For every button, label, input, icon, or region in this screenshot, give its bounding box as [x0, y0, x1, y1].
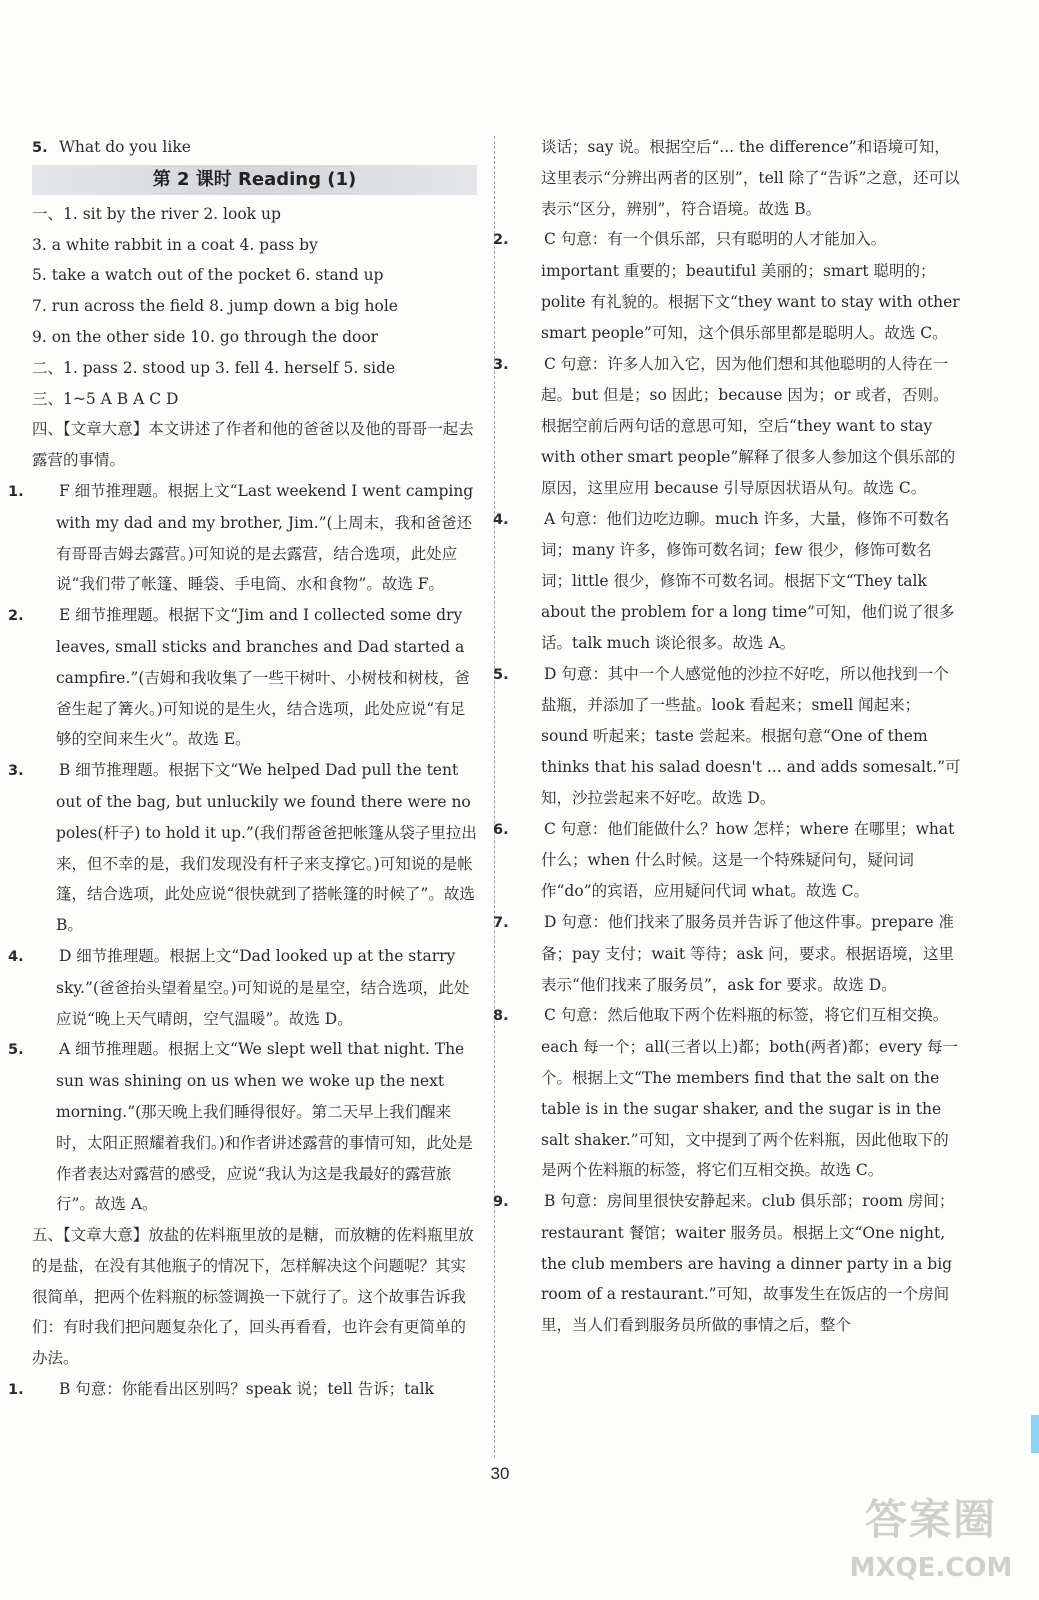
explanation-item: 5. A 细节推理题。根据上文“We slept well that night. The sun was shining on us when we woke up the next morning.”(那天晚上我们睡得很好。第二天早上我们醒来时，太阳正照耀着我们。)和作者讲述露营的事情可知，此处是作者表达对露营的感受，应说“我认为这是我最好的露营旅行”。故选 A。: [8, 1040, 473, 1214]
explanation-continued: 谈话；say 说。根据空后“... the difference”和语境可知，这里表示“分辨出两者的区别”，tell 除了“告诉”之意，还可以表示“区分，辨别”，符合语境。故选 B。: [541, 138, 960, 218]
answer-line: 5. take a watch out of the pocket 6. stand up: [32, 266, 384, 285]
right-column: [493, 132, 962, 1341]
left-column: [8, 132, 477, 1406]
explanation-item: 2. E 细节推理题。根据下文“Jim and I collected some dry leaves, small sticks and branches and Dad started a campfire.”(吉姆和我收集了一些干树叶、小树枝和树枝，爸爸生起了篝火。)可知说的是生火，结合选项，此处应说“有足够的空间来生火”。故选 E。: [8, 606, 470, 749]
page-number: 30: [490, 1464, 510, 1483]
explanation-item: 3. B 细节推理题。根据下文“We helped Dad pull the tent out of the bag, but unluckily we found there were no poles(杆子) to hold it up.”(我们帮爸爸把帐篷从袋子里拉出来，但不幸的是，我们发现没有杆子来支撑它。)可知说的是帐篷，结合选项，此处应说“很快就到了搭帐篷的时候了”。故选 B。: [8, 761, 477, 935]
answer-line: 5. What do you like: [32, 138, 191, 156]
explanation-item: 1. F 细节推理题。根据上文“Last weekend I went camping with my dad and my brother, Jim.”(上周末，我和爸爸还有哥哥吉姆去露营。)可知说的是去露营，结合选项，此处应说“我们带了帐篷、睡袋、手电筒、水和食物”。故选 F。: [8, 481, 474, 594]
answer-line: 9. on the other side 10. go through the door: [32, 327, 379, 346]
answer-line: 3. a white rabbit in a coat 4. pass by: [32, 235, 318, 254]
explanation-item: 8. C 句意：然后他取下两个佐料瓶的标签，将它们互相交换。each 每一个；all(三者以上)都；both(两者)都；every 每一个。根据上文“The members find that the salt on the table is in the sugar shaker, and the sugar is in the salt shaker.”可知，文中提到了两个佐料瓶，因此他取下的是两个佐料瓶的标签，将它们互相交换。故选 C。: [493, 1006, 959, 1180]
explanation-item: 9. B 句意：房间里很快安静起来。club 俱乐部；room 房间；restaurant 餐馆；waiter 服务员。根据上文“One night, the club members are having a dinner party in a big room of a restaurant.”可知，故事发生在饭店的一个房间里，当人们看到服务员所做的事情之后，整个: [493, 1192, 955, 1335]
watermark-url: MXQE.COM: [849, 1553, 1013, 1583]
explanation-item: 4. A 句意：他们边吃边聊。much 许多，大量，修饰不可数名词；many 许多，修饰可数名词；few 很少，修饰可数名词；little 很少，修饰不可数名词。根据下文“They talk about the problem for a long time”可知，他们说了很多话。talk much 谈论很多。故选 A。: [493, 509, 955, 652]
watermark-title: 答案圈: [864, 1495, 997, 1544]
explanation-item: 4. D 细节推理题。根据上文“Dad looked up at the starry sky.”(爸爸抬头望着星空。)可知说的是星空，结合选项，此处应说“晚上天气晴朗，空气温暖”。故选 D。: [8, 946, 470, 1028]
answer-line: 7. run across the field 8. jump down a big hole: [32, 297, 398, 316]
explanation-item: 7. D 句意：他们找来了服务员并告诉了他这件事。prepare 准备；pay 支付；wait 等待；ask 问，要求。根据语境，这里表示“他们找来了服务员”，ask for 要求。故选 D。: [493, 912, 954, 994]
answer-line: 一、1. sit by the river 2. look up: [32, 204, 281, 223]
explanation-item: 5. D 句意：其中一个人感觉他的沙拉不好吃，所以他找到一个盐瓶，并添加了一些盐。look 看起来；smell 闻起来；sound 听起来；taste 尝起来。根据句意“One of them thinks that his salad doesn't ... and adds somesalt.”可知，沙拉尝起来不好吃。故选 D。: [493, 664, 961, 807]
explanation-item: 3. C 句意：许多人加入它，因为他们想和其他聪明的人待在一起。but 但是；so 因此；because 因为；or 或者，否则。根据空前后两句话的意思可知，空后“they want to stay with other smart people”解释了很多人参加这个俱乐部的原因，这里应用 because 引导原因状语从句。故选 C。: [493, 354, 956, 497]
passage-summary: 五、【文章大意】放盐的佐料瓶里放的是糖，而放糖的佐料瓶里放的是盐，在没有其他瓶子的情况下，怎样解决这个问题呢？其实很简单，把两个佐料瓶的标签调换一下就行了。这个故事告诉我们：有时我们把问题复杂化了，回头再看看，也许会有更简单的办法。: [32, 1226, 474, 1368]
explanation-item: 2. C 句意：有一个俱乐部，只有聪明的人才能加入。important 重要的；beautiful 美丽的；smart 聪明的；polite 有礼貌的。根据下文“they want to stay with other smart people”可知，这个俱乐部里都是聪明人。故选 C。: [493, 230, 960, 342]
explanation-item: 1. B 句意：你能看出区别吗？speak 说；tell 告诉；talk: [8, 1380, 434, 1399]
section-title: 第 2 课时 Reading (1): [32, 165, 477, 195]
answer-line: 三、1~5 A B A C D: [32, 389, 179, 408]
column-divider: [494, 136, 495, 1458]
answer-line: 二、1. pass 2. stood up 3. fell 4. herself 5. side: [32, 358, 396, 377]
watermark-logo: [831, 1490, 1031, 1596]
explanation-item: 6. C 句意：他们能做什么？how 怎样；where 在哪里；what 什么；when 什么时候。这是一个特殊疑问句，疑问词作“do”的宾语，应用疑问代词 what。故选 C。: [493, 819, 955, 901]
passage-summary: 四、【文章大意】本文讲述了作者和他的爸爸以及他的哥哥一起去露营的事情。: [32, 420, 474, 470]
edge-tab-mark: [1031, 1415, 1039, 1453]
